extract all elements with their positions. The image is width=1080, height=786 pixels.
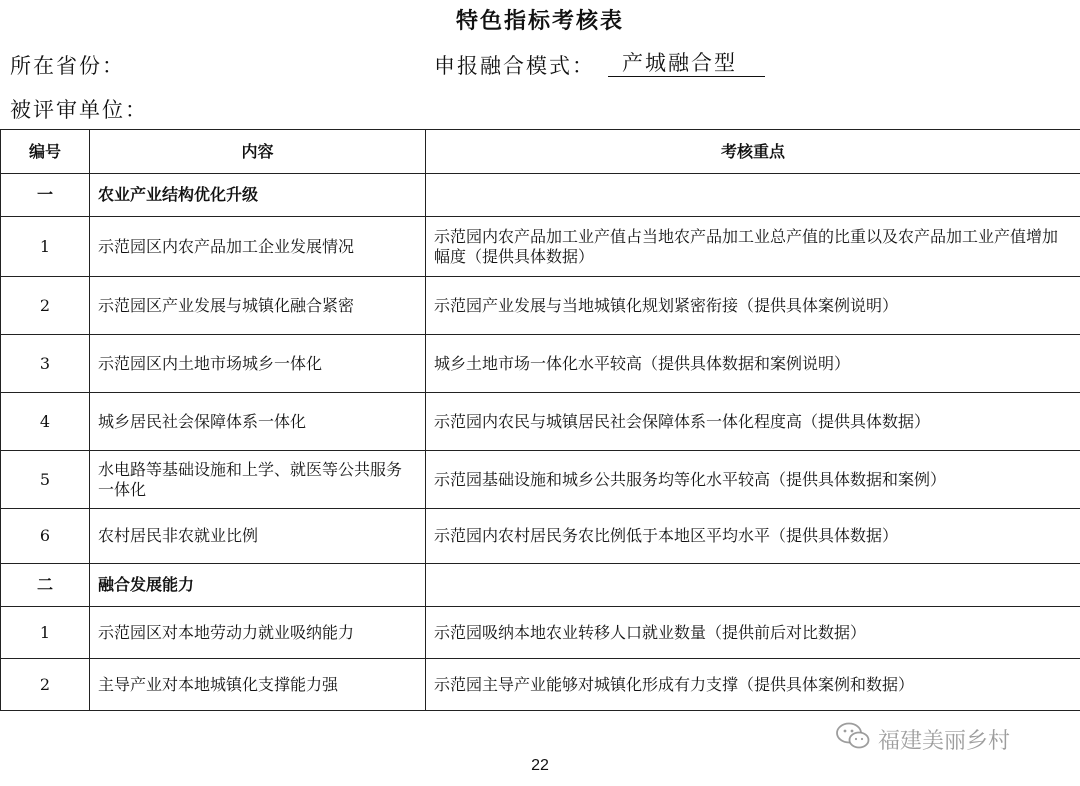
province-label: 所在省份：	[10, 54, 125, 78]
row-focus: 示范园吸纳本地农业转移人口就业数量（提供前后对比数据）	[426, 607, 1080, 659]
watermark	[836, 722, 1010, 756]
row-focus: 城乡土地市场一体化水平较高（提供具体数据和案例说明）	[426, 335, 1080, 393]
row-number: 1	[1, 217, 90, 277]
table-row	[1, 217, 1080, 277]
header-number: 编号	[1, 130, 90, 174]
row-content: 示范园区内土地市场城乡一体化	[90, 335, 426, 393]
section-number: 二	[1, 564, 90, 607]
row-content: 主导产业对本地城镇化支撑能力强	[90, 659, 426, 711]
table-header-row	[1, 130, 1080, 174]
table-row	[1, 335, 1080, 393]
document-title: 特色指标考核表	[455, 8, 624, 34]
row-number: 4	[1, 393, 90, 451]
row-content: 水电路等基础设施和上学、就医等公共服务一体化	[90, 451, 426, 509]
table-row	[1, 393, 1080, 451]
table-row	[1, 509, 1080, 564]
row-content: 示范园区内农产品加工企业发展情况	[90, 217, 426, 277]
row-content: 示范园区产业发展与城镇化融合紧密	[90, 277, 426, 335]
section-focus-empty	[426, 564, 1080, 607]
mode-label: 申报融合模式：	[434, 54, 595, 78]
row-content: 城乡居民社会保障体系一体化	[90, 393, 426, 451]
table-row	[1, 659, 1080, 711]
section-focus-empty	[426, 174, 1080, 217]
row-focus: 示范园内农村居民务农比例低于本地区平均水平（提供具体数据）	[426, 509, 1080, 564]
assessment-table	[0, 129, 1080, 711]
section-name: 农业产业结构优化升级	[90, 174, 426, 217]
row-focus: 示范园内农产品加工业产值占当地农产品加工业总产值的比重以及农产品加工业产值增加幅度（提供具体数据）	[426, 217, 1080, 277]
row-number: 5	[1, 451, 90, 509]
row-number: 1	[1, 607, 90, 659]
row-number: 2	[1, 659, 90, 711]
wechat-icon	[836, 722, 870, 756]
table-row	[1, 277, 1080, 335]
row-focus: 示范园内农民与城镇居民社会保障体系一体化程度高（提供具体数据）	[426, 393, 1080, 451]
header-content: 内容	[90, 130, 426, 174]
page-number: 22	[531, 757, 549, 774]
row-content: 农村居民非农就业比例	[90, 509, 426, 564]
table-row	[1, 451, 1080, 509]
row-number: 3	[1, 335, 90, 393]
row-number: 2	[1, 277, 90, 335]
unit-label: 被评审单位：	[10, 98, 148, 122]
header-focus: 考核重点	[426, 130, 1080, 174]
section-name: 融合发展能力	[90, 564, 426, 607]
mode-value: 产城融合型	[608, 50, 765, 77]
row-focus: 示范园基础设施和城乡公共服务均等化水平较高（提供具体数据和案例）	[426, 451, 1080, 509]
section-row	[1, 564, 1080, 607]
section-number: 一	[1, 174, 90, 217]
watermark-text: 福建美丽乡村	[878, 728, 1011, 754]
row-focus: 示范园产业发展与当地城镇化规划紧密衔接（提供具体案例说明）	[426, 277, 1080, 335]
row-focus: 示范园主导产业能够对城镇化形成有力支撑（提供具体案例和数据）	[426, 659, 1080, 711]
table-row	[1, 607, 1080, 659]
row-number: 6	[1, 509, 90, 564]
row-content: 示范园区对本地劳动力就业吸纳能力	[90, 607, 426, 659]
section-row	[1, 174, 1080, 217]
